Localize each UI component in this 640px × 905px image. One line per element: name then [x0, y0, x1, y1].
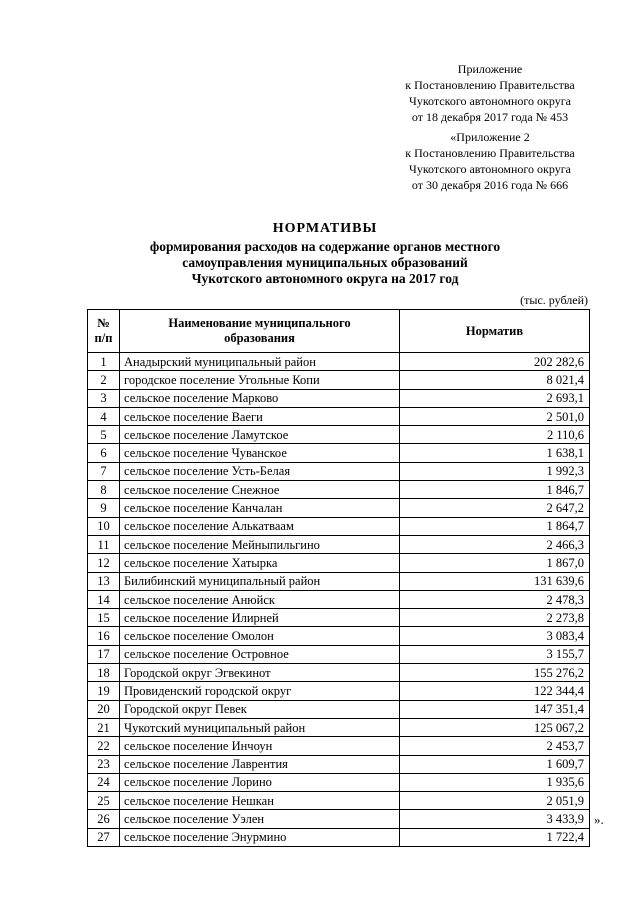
row-value: 122 344,4	[400, 682, 590, 700]
row-name: сельское поселение Ламутское	[120, 426, 400, 444]
row-name: сельское поселение Усть-Белая	[120, 462, 400, 480]
row-name: городское поселение Угольные Копи	[120, 371, 400, 389]
table-row	[88, 792, 590, 810]
row-value: 3 433,9	[400, 810, 590, 828]
table-row	[88, 353, 590, 371]
row-name: сельское поселение Омолон	[120, 627, 400, 645]
row-name: сельское поселение Ваеги	[120, 407, 400, 425]
row-name: сельское поселение Марково	[120, 389, 400, 407]
row-number: 14	[88, 590, 120, 608]
row-number: 13	[88, 572, 120, 590]
normatives-table	[87, 309, 590, 847]
table-row	[88, 828, 590, 846]
table-row	[88, 554, 590, 572]
header-value: Норматив	[400, 310, 590, 353]
row-value: 2 693,1	[400, 389, 590, 407]
table-row	[88, 572, 590, 590]
table-header-row	[88, 310, 590, 353]
row-number: 27	[88, 828, 120, 846]
table-row	[88, 810, 590, 828]
header-name-line2: образования	[224, 331, 295, 345]
row-value: 2 110,6	[400, 426, 590, 444]
row-value: 3 155,7	[400, 645, 590, 663]
row-name: сельское поселение Канчалан	[120, 499, 400, 517]
row-number: 25	[88, 792, 120, 810]
table-row	[88, 499, 590, 517]
header-number	[88, 310, 120, 353]
row-name: сельское поселение Илирней	[120, 609, 400, 627]
row-number: 21	[88, 718, 120, 736]
row-number: 20	[88, 700, 120, 718]
row-number: 1	[88, 353, 120, 371]
appendix-2-line: «Приложение 2	[450, 130, 530, 144]
table-row	[88, 590, 590, 608]
document-title: НОРМАТИВЫ	[272, 221, 378, 236]
row-value: 1 935,6	[400, 773, 590, 791]
table-row	[88, 664, 590, 682]
appendix-2-line: Чукотского автономного округа	[409, 162, 571, 176]
table-row	[88, 755, 590, 773]
row-name: Провиденский городской округ	[120, 682, 400, 700]
row-name: сельское поселение Анюйск	[120, 590, 400, 608]
table-row	[88, 371, 590, 389]
appendix-2-line: к Постановлению Правительства	[405, 146, 575, 160]
document-subtitle	[90, 239, 560, 287]
table-row	[88, 682, 590, 700]
row-name: сельское поселение Инчоун	[120, 737, 400, 755]
table-row	[88, 444, 590, 462]
row-value: 2 051,9	[400, 792, 590, 810]
row-number: 9	[88, 499, 120, 517]
subtitle-line: самоуправления муниципальных образований	[182, 255, 468, 270]
appendix-2-line: от 30 декабря 2016 года № 666	[411, 178, 569, 192]
header-name-line1: Наименование муниципального	[168, 316, 351, 330]
row-name: Чукотский муниципальный район	[120, 718, 400, 736]
header-number-line2: п/п	[94, 331, 113, 345]
row-name: сельское поселение Чуванское	[120, 444, 400, 462]
row-value: 2 647,2	[400, 499, 590, 517]
row-value: 1 722,4	[400, 828, 590, 846]
row-value: 1 638,1	[400, 444, 590, 462]
row-number: 19	[88, 682, 120, 700]
row-number: 18	[88, 664, 120, 682]
row-name: Городской округ Эгвекинот	[120, 664, 400, 682]
row-name: сельское поселение Хатырка	[120, 554, 400, 572]
row-name: сельское поселение Лорино	[120, 773, 400, 791]
table-row	[88, 700, 590, 718]
table-row	[88, 718, 590, 736]
row-number: 15	[88, 609, 120, 627]
row-name: Городской округ Певек	[120, 700, 400, 718]
subtitle-line: формирования расходов на содержание органов местного	[149, 239, 501, 254]
table-row	[88, 389, 590, 407]
row-value: 2 273,8	[400, 609, 590, 627]
row-value: 1 846,7	[400, 481, 590, 499]
row-number: 22	[88, 737, 120, 755]
row-number: 11	[88, 535, 120, 553]
row-name: сельское поселение Уэлен	[120, 810, 400, 828]
row-number: 2	[88, 371, 120, 389]
subtitle-line: Чукотского автономного округа на 2017 год	[191, 271, 459, 286]
row-value: 1 867,0	[400, 554, 590, 572]
row-name: сельское поселение Нешкан	[120, 792, 400, 810]
header-number-line1: №	[97, 316, 110, 330]
row-number: 6	[88, 444, 120, 462]
appendix-1-line: Чукотского автономного округа	[409, 94, 571, 108]
row-value: 131 639,6	[400, 572, 590, 590]
row-value: 2 501,0	[400, 407, 590, 425]
table-row	[88, 426, 590, 444]
row-number: 3	[88, 389, 120, 407]
row-value: 8 021,4	[400, 371, 590, 389]
row-number: 12	[88, 554, 120, 572]
row-number: 26	[88, 810, 120, 828]
table-body	[88, 353, 590, 847]
table-row	[88, 609, 590, 627]
table-row	[88, 773, 590, 791]
header-name	[120, 310, 400, 353]
table-row	[88, 737, 590, 755]
table-row	[88, 535, 590, 553]
row-value: 1 864,7	[400, 517, 590, 535]
row-value: 1 609,7	[400, 755, 590, 773]
appendix-1-line: к Постановлению Правительства	[405, 78, 575, 92]
row-number: 5	[88, 426, 120, 444]
row-name: сельское поселение Лаврентия	[120, 755, 400, 773]
row-number: 7	[88, 462, 120, 480]
appendix-note-2	[360, 129, 620, 193]
row-name: сельское поселение Снежное	[120, 481, 400, 499]
row-number: 16	[88, 627, 120, 645]
table-row	[88, 481, 590, 499]
row-name: сельское поселение Алькатваам	[120, 517, 400, 535]
row-value: 125 067,2	[400, 718, 590, 736]
row-value: 155 276,2	[400, 664, 590, 682]
row-number: 24	[88, 773, 120, 791]
row-number: 8	[88, 481, 120, 499]
appendix-note-1	[360, 61, 620, 125]
row-value: 202 282,6	[400, 353, 590, 371]
row-value: 2 478,3	[400, 590, 590, 608]
row-number: 17	[88, 645, 120, 663]
row-number: 23	[88, 755, 120, 773]
row-value: 147 351,4	[400, 700, 590, 718]
row-number: 10	[88, 517, 120, 535]
units-label: (тыс. рублей)	[520, 293, 588, 307]
table-row	[88, 645, 590, 663]
row-name: сельское поселение Мейныпильгино	[120, 535, 400, 553]
appendix-1-line: Приложение	[457, 62, 523, 76]
closing-quote: ».	[594, 812, 604, 827]
table-row	[88, 462, 590, 480]
appendix-1-line: от 18 декабря 2017 года № 453	[411, 110, 569, 124]
row-name: Билибинский муниципальный район	[120, 572, 400, 590]
row-value: 1 992,3	[400, 462, 590, 480]
row-name: Анадырский муниципальный район	[120, 353, 400, 371]
row-number: 4	[88, 407, 120, 425]
row-name: сельское поселение Островное	[120, 645, 400, 663]
table-row	[88, 407, 590, 425]
table-row	[88, 627, 590, 645]
row-value: 2 453,7	[400, 737, 590, 755]
row-value: 3 083,4	[400, 627, 590, 645]
row-value: 2 466,3	[400, 535, 590, 553]
row-name: сельское поселение Энурмино	[120, 828, 400, 846]
table-row	[88, 517, 590, 535]
